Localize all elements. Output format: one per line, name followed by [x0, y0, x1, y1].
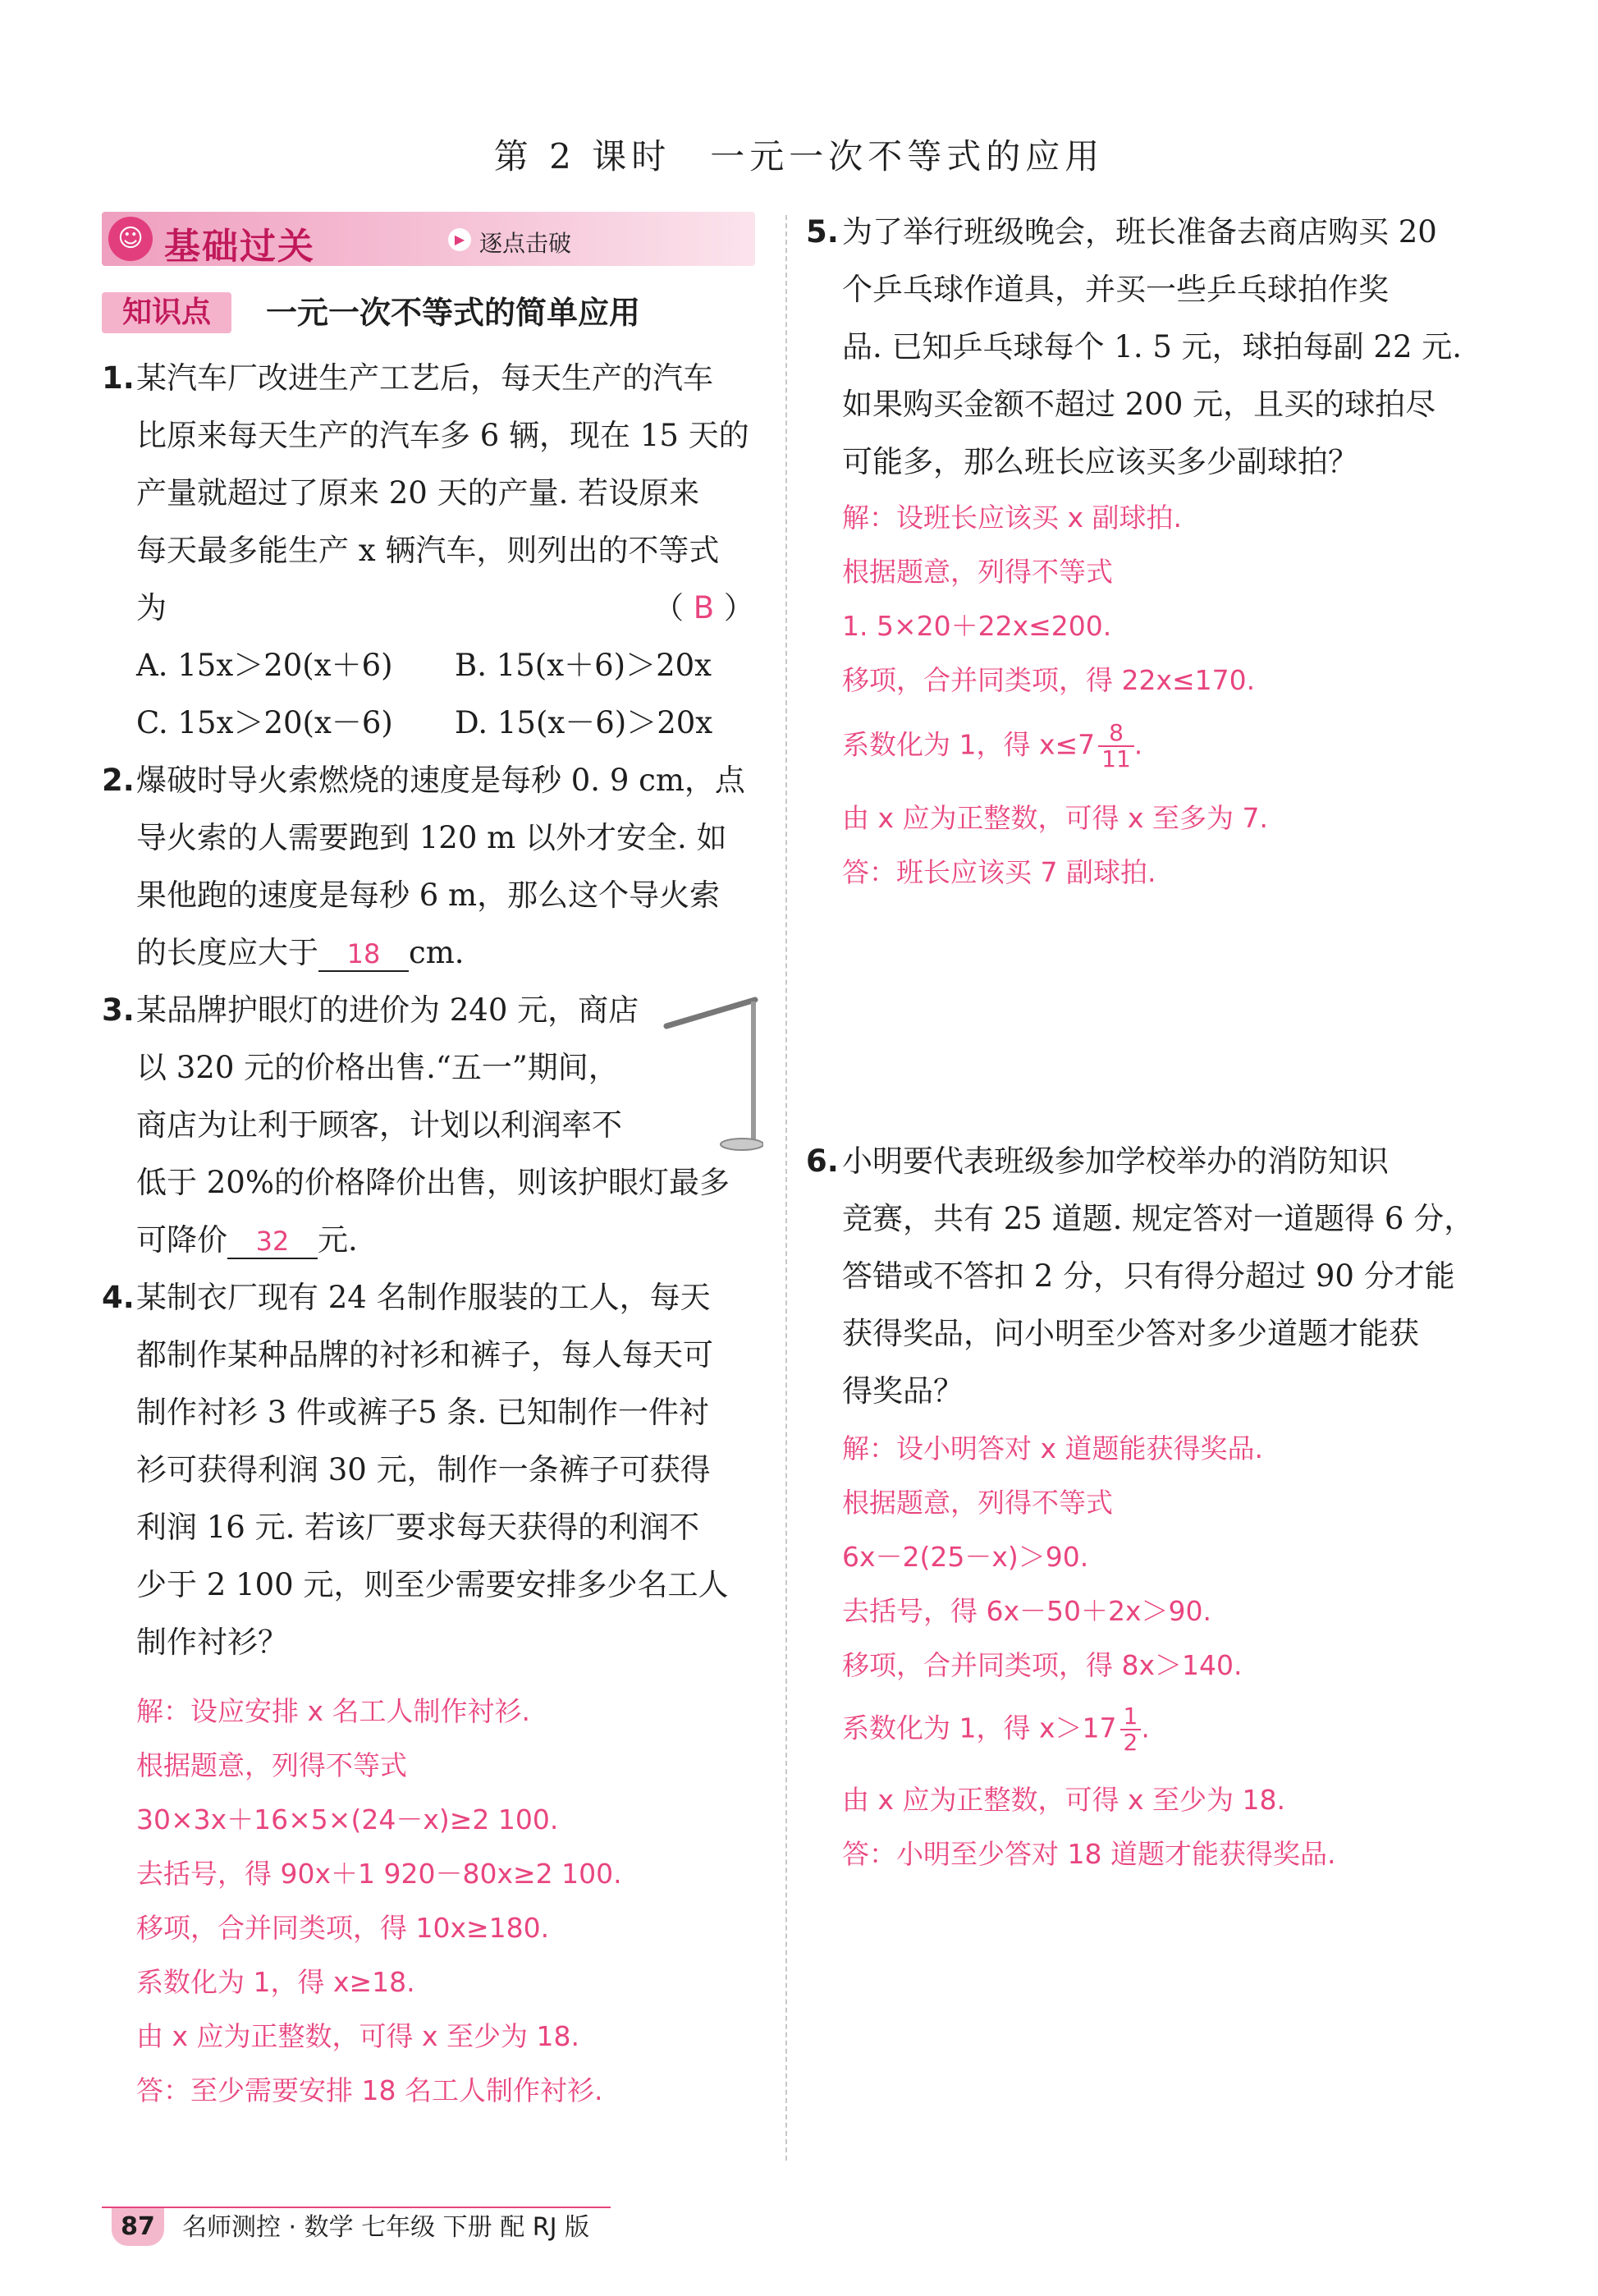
- question-number: 3.: [102, 992, 135, 1028]
- footer-text: 名师测控 · 数学 七年级 下册 配 RJ 版: [182, 2213, 589, 2242]
- option-a: A. 15x＞20(x＋6): [136, 648, 393, 683]
- question-line: 如果购买金额不超过 200 元，且买的球拍尽: [842, 387, 1436, 422]
- question-line: 个乒乓球作道具，并买一些乒乓球拍作奖: [842, 272, 1389, 307]
- solution-line: 解：设应安排 x 名工人制作衬衫.: [136, 1695, 530, 1727]
- coef-prefix: 系数化为 1，得 x≤7: [842, 728, 1096, 761]
- question-line: 答错或不答扣 2 分，只有得分超过 90 分才能: [842, 1258, 1455, 1294]
- solution-line: 答：班长应该买 7 副球拍.: [842, 856, 1156, 888]
- fraction-denominator: 11: [1101, 745, 1131, 772]
- option-c: C. 15x＞20(x－6): [136, 705, 393, 740]
- column-divider: [785, 215, 787, 2161]
- question-line: 某品牌护眼灯的进价为 240 元，商店: [136, 992, 639, 1028]
- question-line: 比原来每天生产的汽车多 6 辆，现在 15 天的: [136, 418, 749, 453]
- question-line: 导火索的人需要跑到 120 m 以外才安全. 如: [136, 820, 727, 855]
- question-number: 6.: [806, 1143, 839, 1179]
- question-line: 得奖品？: [842, 1373, 964, 1409]
- question-line: 果他跑的速度是每秒 6 m，那么这个导火索: [136, 878, 721, 913]
- person-icon: ☺: [108, 217, 153, 261]
- question-number: 4.: [102, 1280, 135, 1315]
- line-suffix: 元.: [318, 1222, 358, 1258]
- solution-line: 30×3x＋16×5×(24－x)≥2 100.: [136, 1803, 559, 1835]
- question-line: 某汽车厂改进生产工艺后，每天生产的汽车: [136, 360, 713, 396]
- question-line: 某制衣厂现有 24 名制作服装的工人，每天: [136, 1280, 711, 1315]
- option-b: B. 15(x＋6)＞20x: [455, 648, 712, 683]
- solution-line: 6x－2(25－x)＞90.: [842, 1541, 1089, 1573]
- question-line: 以 320 元的价格出售.“五一”期间，: [136, 1050, 619, 1085]
- coef-prefix: 系数化为 1，得 x＞17: [842, 1712, 1117, 1744]
- solution-line: 根据题意，列得不等式: [842, 556, 1113, 588]
- question-line: 都制作某种品牌的衬衫和裤子，每人每天可: [136, 1337, 713, 1373]
- answer-parentheses: （ B ）: [653, 590, 754, 626]
- fraction-denominator: 2: [1123, 1729, 1138, 1756]
- banner-title: 基础过关: [164, 226, 315, 268]
- question-line: 制作衬衫？: [136, 1625, 288, 1660]
- question-line: 少于 2 100 元，则至少需要安排多少名工人: [136, 1567, 729, 1602]
- question-line: 获得奖品，问小明至少答对多少道题才能获: [842, 1316, 1419, 1351]
- coef-suffix: .: [1141, 1712, 1150, 1744]
- play-arrow-icon: ▶: [448, 228, 471, 251]
- question-number: 1.: [102, 360, 135, 396]
- question-line: 为: [136, 590, 167, 626]
- banner-subtitle: 逐点击破: [479, 230, 572, 257]
- fraction: [1120, 1704, 1142, 1755]
- footer-rule: [102, 2207, 611, 2208]
- choice-answer: B: [693, 590, 715, 626]
- solution-line: 由 x 应为正整数，可得 x 至多为 7.: [842, 802, 1268, 834]
- fill-blank-answer: 32: [227, 1225, 318, 1259]
- page-number: 87: [112, 2208, 164, 2246]
- solution-line: [842, 1704, 1150, 1755]
- solution-line: [842, 721, 1142, 772]
- question-line: 可能多，那么班长应该买多少副球拍？: [842, 444, 1358, 479]
- line-suffix: cm.: [409, 935, 465, 970]
- question-line: 爆破时导火索燃烧的速度是每秒 0. 9 cm，点: [136, 763, 745, 798]
- solution-line: 答：小明至少答对 18 道题才能获得奖品.: [842, 1838, 1336, 1870]
- solution-line: 去括号，得 6x－50＋2x＞90.: [842, 1595, 1212, 1627]
- option-d: D. 15(x－6)＞20x: [455, 705, 713, 740]
- solution-line: 移项，合并同类项，得 22x≤170.: [842, 664, 1256, 696]
- question-line: 为了举行班级晚会，班长准备去商店购买 20: [842, 214, 1437, 250]
- question-line: 衫可获得利润 30 元，制作一条裤子可获得: [136, 1452, 711, 1487]
- fill-blank-answer: 18: [318, 937, 409, 972]
- solution-line: 1. 5×20＋22x≤200.: [842, 610, 1112, 642]
- question-line: 竞赛，共有 25 道题. 规定答对一道题得 6 分，: [842, 1201, 1475, 1236]
- question-line: 产量就超过了原来 20 天的产量. 若设原来: [136, 475, 700, 511]
- question-line: 每天最多能生产 x 辆汽车，则列出的不等式: [136, 533, 720, 568]
- fraction-numerator: 8: [1098, 721, 1134, 747]
- solution-line: 根据题意，列得不等式: [136, 1749, 407, 1781]
- section-banner: [102, 212, 755, 266]
- question-line: 品. 已知乒乓球每个 1. 5 元，球拍每副 22 元.: [842, 329, 1463, 364]
- question-line: 低于 20%的价格降价出售，则该护眼灯最多: [136, 1165, 730, 1200]
- knowledge-point-label: 知识点: [102, 292, 231, 333]
- line-prefix: 的长度应大于: [136, 935, 318, 970]
- knowledge-point-title: 一元一次不等式的简单应用: [266, 295, 641, 331]
- coef-suffix: .: [1133, 728, 1143, 761]
- question-line: 商店为让利于顾客，计划以利润率不: [136, 1107, 622, 1143]
- question-line: 小明要代表班级参加学校举办的消防知识: [842, 1143, 1389, 1179]
- question-number: 5.: [806, 214, 839, 250]
- solution-line: 去括号，得 90x＋1 920－80x≥2 100.: [136, 1858, 622, 1890]
- question-line: 制作衬衫 3 件或裤子5 条. 已知制作一件衬: [136, 1395, 709, 1430]
- question-line: [136, 1220, 358, 1261]
- line-prefix: 可降价: [136, 1222, 227, 1258]
- solution-line: 移项，合并同类项，得 10x≥180.: [136, 1912, 550, 1944]
- fraction-numerator: 1: [1120, 1704, 1142, 1730]
- desk-lamp-illustration: [657, 993, 763, 1157]
- question-line: 利润 16 元. 若该厂要求每天获得的利润不: [136, 1510, 700, 1545]
- solution-line: 移项，合并同类项，得 8x＞140.: [842, 1649, 1243, 1681]
- solution-line: 解：设小明答对 x 道题能获得奖品.: [842, 1432, 1263, 1464]
- solution-line: 答：至少需要安排 18 名工人制作衬衫.: [136, 2074, 603, 2106]
- solution-line: 解：设班长应该买 x 副球拍.: [842, 502, 1182, 534]
- question-line: [136, 933, 465, 974]
- solution-line: 根据题意，列得不等式: [842, 1487, 1113, 1519]
- question-number: 2.: [102, 763, 135, 798]
- solution-line: 由 x 应为正整数，可得 x 至少为 18.: [136, 2020, 579, 2052]
- solution-line: 系数化为 1，得 x≥18.: [136, 1966, 415, 1998]
- solution-line: 由 x 应为正整数，可得 x 至少为 18.: [842, 1784, 1285, 1816]
- page-title: 第 2 课时 一元一次不等式的应用: [493, 136, 1105, 176]
- fraction: [1098, 721, 1134, 772]
